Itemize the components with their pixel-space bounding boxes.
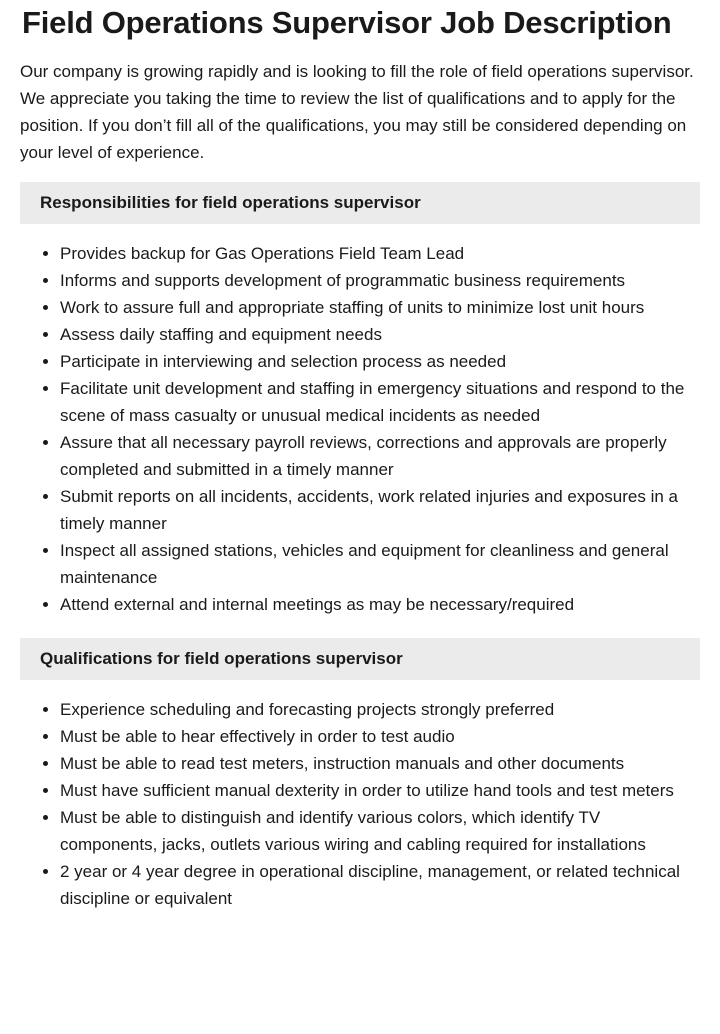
intro-paragraph: Our company is growing rapidly and is looking to fill the role of field operations supervisor. We appreciate you taking the time to review the list of qualifications and to apply for the position. If you don’t fill all of the qualifications, you may still be considered depending on your level of experience.: [20, 62, 694, 162]
responsibilities-heading: Responsibilities for field operations supervisor: [20, 182, 700, 224]
list-item: • Attend external and internal meetings as may be necessary/required: [60, 591, 700, 618]
list-item: • Experience scheduling and forecasting projects strongly preferred: [60, 696, 700, 723]
qualifications-list: [20, 696, 700, 912]
list-item: • Submit reports on all incidents, accidents, work related injuries and exposures in a timely manner: [60, 483, 700, 537]
list-item: • Informs and supports development of programmatic business requirements: [60, 267, 700, 294]
qualifications-heading: Qualifications for field operations supervisor: [20, 638, 700, 680]
responsibilities-list: [20, 240, 700, 618]
list-item: • Must be able to hear effectively in order to test audio: [60, 723, 700, 750]
list-item: • Provides backup for Gas Operations Field Team Lead: [60, 240, 700, 267]
list-item: • Inspect all assigned stations, vehicles and equipment for cleanliness and general maintenance: [60, 537, 700, 591]
list-item: • Must be able to distinguish and identify various colors, which identify TV components, jacks, outlets various wiring and cabling required for installations: [60, 804, 700, 858]
list-item: • Must be able to read test meters, instruction manuals and other documents: [60, 750, 700, 777]
list-item: • Work to assure full and appropriate staffing of units to minimize lost unit hours: [60, 294, 700, 321]
list-item: • Participate in interviewing and selection process as needed: [60, 348, 700, 375]
list-item: • Assure that all necessary payroll reviews, corrections and approvals are properly completed and submitted in a timely manner: [60, 429, 700, 483]
list-item: • 2 year or 4 year degree in operational discipline, management, or related technical discipline or equivalent: [60, 858, 700, 912]
list-item: • Assess daily staffing and equipment needs: [60, 321, 700, 348]
page-title: Field Operations Supervisor Job Description: [22, 5, 672, 40]
list-item: • Facilitate unit development and staffing in emergency situations and respond to the scene of mass casualty or unusual medical incidents as needed: [60, 375, 700, 429]
list-item: • Must have sufficient manual dexterity in order to utilize hand tools and test meters: [60, 777, 700, 804]
